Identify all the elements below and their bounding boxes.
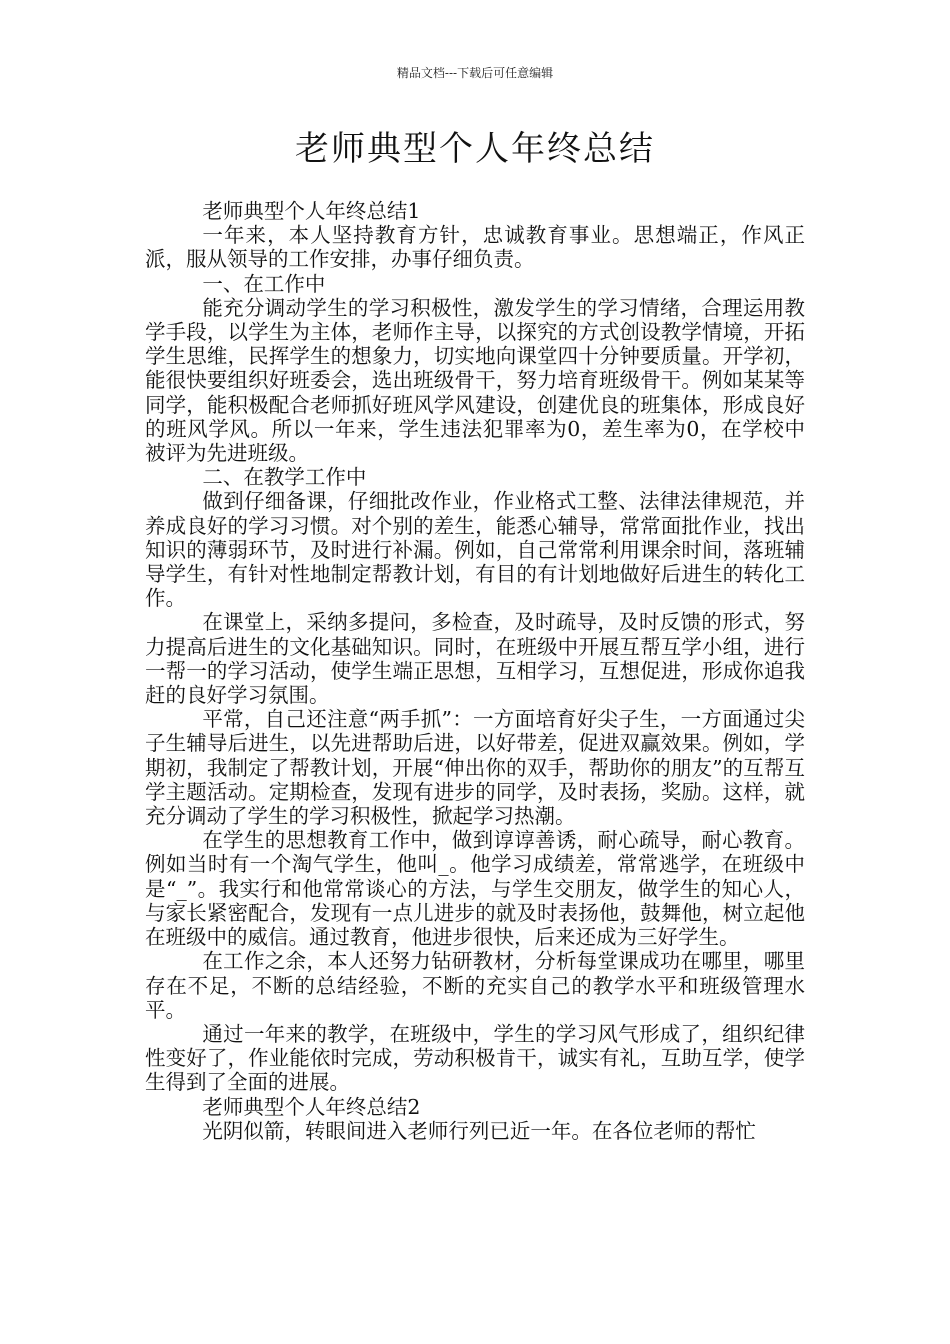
paragraph-teaching: 做到仔细备课，仔细批改作业，作业格式工整、法律法律规范，并养成良好的学习习惯。对个别的差生，能悉心辅导，常常面批作业，找出知识的薄弱环节，及时进行补漏。例如，自己常常利用课余时间，落班辅导学生，有针对性地制定帮教计划，有目的有计划地做好后进生的转化工作。 [145, 489, 805, 611]
paragraph-work: 能充分调动学生的学习积极性，激发学生的学习情绪，合理运用教学手段，以学生为主体，老师作主导，以探究的方式创设教学情境，开拓学生思维，民挥学生的想象力，切实地向课堂四十分钟要质量。开学初，能很快要组织好班委会，选出班级骨干，努力培育班级骨干。例如某某等同学，能积极配合老师抓好班风学风建设，创建优良的班集体，形成良好的班风学风。所以一年来，学生违法犯罪率为0，差生率为0，在学校中被评为先进班级。 [145, 295, 805, 466]
document-body [145, 199, 805, 1143]
paragraph-section2-start: 光阴似箭，转眼间进入老师行列已近一年。在各位老师的帮忙 [202, 1118, 756, 1143]
document-title: 老师典型个人年终总结 [295, 129, 655, 169]
paragraph-classroom: 在课堂上，采纳多提问，多检查，及时疏导，及时反馈的形式，努力提高后进生的文化基础知识。同时，在班级中开展互帮互学小组，进行一帮一的学习活动，使学生端正思想，互相学习，互想促进，形成你追我赶的良好学习氛围。 [145, 610, 805, 708]
paragraph-result: 通过一年来的教学，在班级中，学生的学习风气形成了，组织纪律性变好了，作业能依时完成，劳动积极肯干，诚实有礼，互助互学，使学生得到了全面的进展。 [145, 1021, 805, 1095]
paragraph-two-hands: 平常，自己还注意“两手抓”：一方面培育好尖子生，一方面通过尖子生辅导后进生，以先进帮助后进，以好带差，促进双赢效果。例如，学期初，我制定了帮教计划，开展“伸出你的双手，帮助你的朋友”的互帮互学主题活动。定期检查，发现有进步的同学，及时表扬，奖励。这样，就充分调动了学生的学习积极性，掀起学习热潮。 [145, 707, 805, 829]
section-heading-1: 老师典型个人年终总结1 [202, 199, 421, 223]
paragraph-intro: 一年来，本人坚持教育方针，忠诚教育事业。思想端正，作风正派，服从领导的工作安排，办事仔细负责。 [145, 223, 805, 272]
header-note: 精品文档---下载后可任意编辑 [396, 66, 554, 80]
subheading-teaching: 二、在教学工作中 [202, 465, 367, 490]
section-heading-2: 老师典型个人年终总结2 [202, 1094, 421, 1119]
subheading-work: 一、在工作中 [202, 271, 326, 296]
paragraph-study: 在工作之余，本人还努力钻研教材，分析每堂课成功在哪里，哪里存在不足，不断的总结经验，不断的充实自己的教学水平和班级管理水平。 [145, 949, 805, 1022]
paragraph-moral-education: 在学生的思想教育工作中，做到谆谆善诱，耐心疏导，耐心教育。例如当时有一个淘气学生，他叫_。他学习成绩差，常常逃学，在班级中是“_”。我实行和他常常谈心的方法，与学生交朋友，做学生的知心人，与家长紧密配合，发现有一点儿进步的就及时表扬他，鼓舞他，树立起他在班级中的威信。通过教育，他进步很快，后来还成为三好学生。 [145, 828, 805, 950]
